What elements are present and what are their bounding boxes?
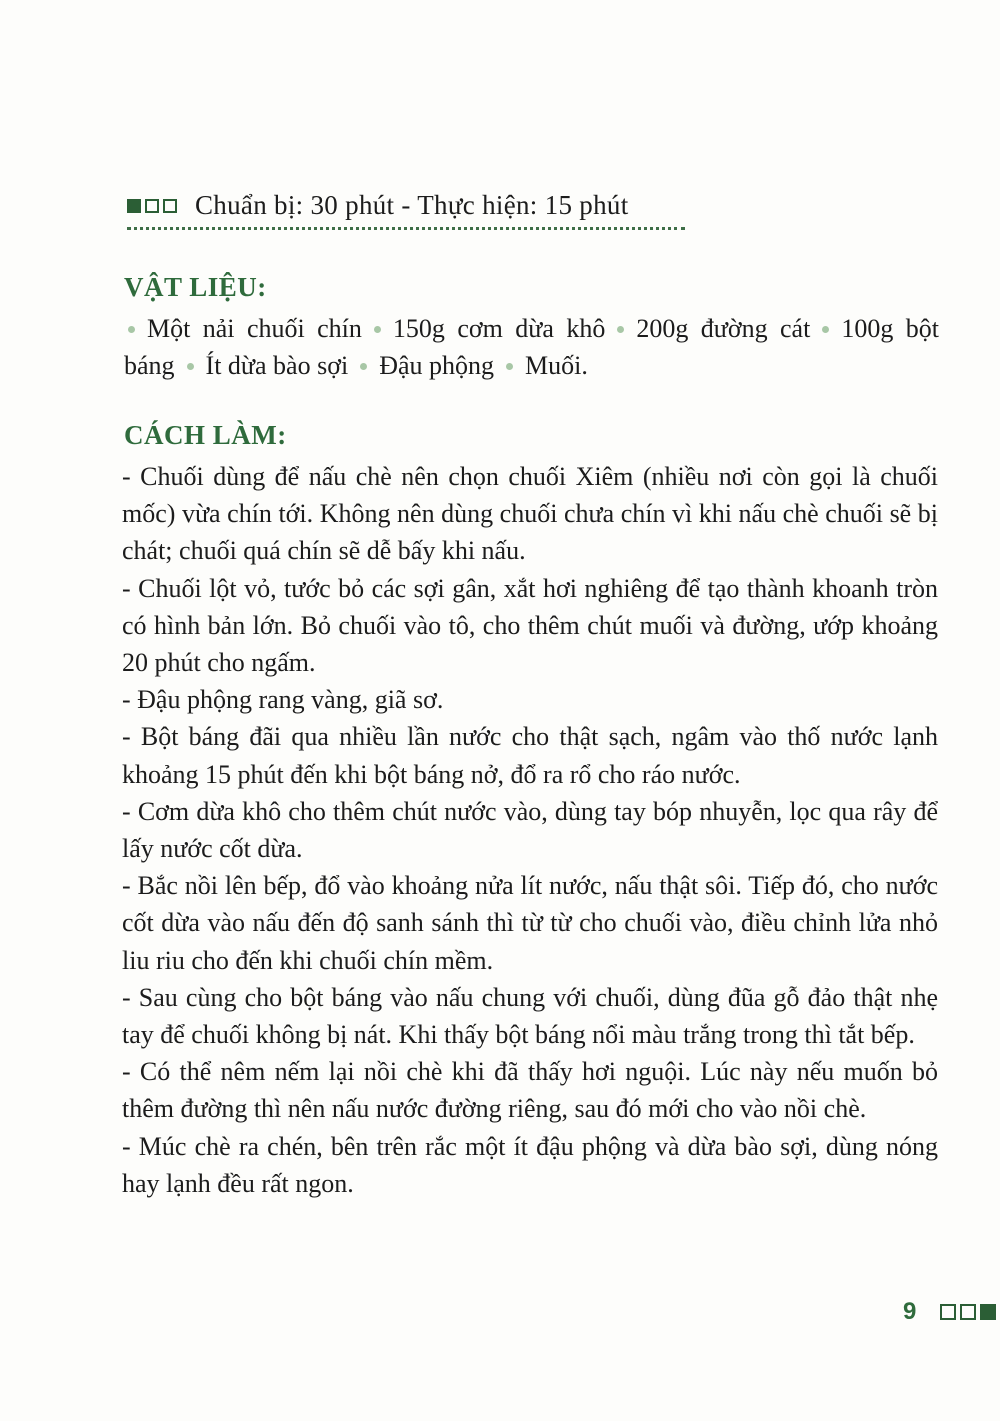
page-number: 9 (903, 1298, 917, 1325)
material-item: Ít dừa bào sợi (205, 351, 349, 380)
material-item: 200g đường cát (636, 314, 811, 343)
empty-square-icon (163, 199, 177, 213)
material-item: Một nải chuối chín (147, 314, 362, 343)
material-item: Muối. (525, 351, 588, 380)
method-step: - Chuối dùng để nấu chè nên chọn chuối Xiêm (nhiều nơi còn gọi là chuối mốc) vừa chín tới. Không nên dùng chuối chưa chín vì khi nấu chè chuối sẽ bị chát; chuối quá chín sẽ dễ bấy khi nấu. (122, 462, 938, 566)
prep-time-text: Chuẩn bị: 30 phút - Thực hiện: 15 phút (195, 190, 629, 220)
empty-square-icon (145, 199, 159, 213)
bullet-icon (128, 326, 135, 333)
method-step: - Có thể nêm nếm lại nồi chè khi đã thấy hơi nguội. Lúc này nếu muốn bỏ thêm đường thì nên nấu nước đường riêng, sau đó mới cho vào nồi chè. (122, 1057, 938, 1124)
method-heading: CÁCH LÀM: (124, 420, 287, 450)
filled-square-icon (127, 199, 141, 213)
method-step: - Chuối lột vỏ, tước bỏ các sợi gân, xắt hơi nghiêng để tạo thành khoanh tròn có hình bản lớn. Bỏ chuối vào tô, cho thêm chút muối và đường, ướp khoảng 20 phút cho ngấm. (122, 573, 938, 678)
method-step: - Cơm dừa khô cho thêm chút nước vào, dùng tay bóp nhuyễn, lọc qua rây để lấy nước cốt dừa. (122, 796, 938, 864)
page-footer (903, 1298, 1000, 1326)
method-step: - Đậu phộng rang vàng, giã sơ. (122, 685, 444, 715)
bullet-icon (187, 363, 194, 370)
bullet-icon (822, 326, 829, 333)
prep-time-line (127, 190, 629, 221)
method-step: - Múc chè ra chén, bên trên rắc một ít đậu phộng và dừa bào sợi, dùng nóng hay lạnh đều rất ngon. (122, 1131, 938, 1198)
method-steps (122, 458, 938, 1202)
material-item: 100g bột báng (124, 314, 939, 380)
bullet-icon (617, 326, 624, 333)
materials-list (124, 310, 939, 384)
materials-heading: VẬT LIỆU: (124, 272, 267, 302)
bullet-icon (360, 363, 367, 370)
filled-square-icon (980, 1304, 996, 1320)
bullet-icon (506, 363, 513, 370)
material-item: Đậu phộng (379, 351, 495, 380)
dotted-divider (127, 227, 685, 230)
bullet-icon (374, 326, 381, 333)
method-step: - Bột báng đãi qua nhiều lần nước cho thật sạch, ngâm vào thố nước lạnh khoảng 15 phút đến khi bột báng nở, đổ ra rổ cho ráo nước. (122, 722, 938, 789)
empty-square-icon (940, 1304, 956, 1320)
method-step: - Bắc nồi lên bếp, đổ vào khoảng nửa lít nước, nấu thật sôi. Tiếp đó, cho nước cốt dừa vào nấu đến độ sanh sánh thì từ từ cho chuối vào, điều chỉnh lửa nhỏ liu riu cho đến khi chuối chín mềm. (122, 871, 938, 975)
method-step: - Sau cùng cho bột báng vào nấu chung với chuối, dùng đũa gỗ đảo thật nhẹ tay để chuối không bị nát. Khi thấy bột báng nổi màu trắng trong thì tắt bếp. (122, 982, 938, 1050)
material-item: 150g cơm dừa khô (392, 314, 606, 343)
empty-square-icon (960, 1304, 976, 1320)
